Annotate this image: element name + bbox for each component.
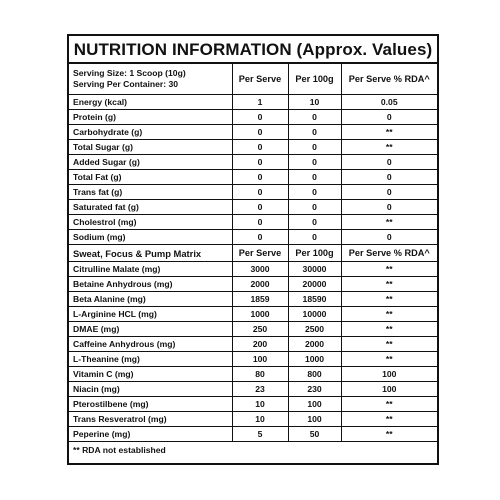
nutrition-panel — [67, 34, 439, 465]
per-100g-value: 20000 — [288, 277, 341, 292]
nutrient-row — [69, 155, 437, 170]
per-serve-value: 0 — [232, 200, 288, 215]
nutrient-row — [69, 200, 437, 215]
ingredient-row — [69, 262, 437, 277]
per-serve-value: 250 — [232, 322, 288, 337]
rda-header: Per Serve % RDA^ — [341, 64, 437, 95]
row-label: Total Sugar (g) — [69, 140, 232, 155]
per-100g-value: 0 — [288, 230, 341, 245]
per-serve-value: 1 — [232, 95, 288, 110]
row-label: Niacin (mg) — [69, 382, 232, 397]
rda-value: 0 — [341, 155, 437, 170]
ingredient-row — [69, 337, 437, 352]
per-serve-value: 3000 — [232, 262, 288, 277]
per-serve-value: 10 — [232, 397, 288, 412]
per-serve-value: 2000 — [232, 277, 288, 292]
per-100g-value: 100 — [288, 412, 341, 427]
nutrient-row — [69, 95, 437, 110]
row-label: Beta Alanine (mg) — [69, 292, 232, 307]
per-100g-value: 0 — [288, 200, 341, 215]
rda-value: 0.05 — [341, 95, 437, 110]
ingredient-row — [69, 382, 437, 397]
per-serve-value: 0 — [232, 230, 288, 245]
ingredient-row — [69, 352, 437, 367]
rda-value: 0 — [341, 185, 437, 200]
per-100g-header: Per 100g — [288, 245, 341, 262]
nutrient-row — [69, 215, 437, 230]
per-serve-value: 1000 — [232, 307, 288, 322]
per-100g-header: Per 100g — [288, 64, 341, 95]
ingredient-row — [69, 427, 437, 442]
footnote-row — [69, 442, 437, 458]
per-100g-value: 2500 — [288, 322, 341, 337]
row-label: DMAE (mg) — [69, 322, 232, 337]
per-serve-value: 0 — [232, 170, 288, 185]
per-100g-value: 0 — [288, 170, 341, 185]
row-label: Trans fat (g) — [69, 185, 232, 200]
rda-value: ** — [341, 307, 437, 322]
per-100g-value: 0 — [288, 185, 341, 200]
rda-value: 100 — [341, 367, 437, 382]
per-100g-value: 0 — [288, 125, 341, 140]
ingredient-row — [69, 412, 437, 427]
ingredient-row — [69, 322, 437, 337]
servings-per-container: Serving Per Container: 30 — [73, 79, 179, 89]
row-label: L-Arginine HCL (mg) — [69, 307, 232, 322]
per-serve-value: 0 — [232, 215, 288, 230]
nutrient-row — [69, 110, 437, 125]
per-100g-value: 30000 — [288, 262, 341, 277]
per-100g-value: 0 — [288, 140, 341, 155]
per-serve-value: 10 — [232, 412, 288, 427]
rda-value: 0 — [341, 230, 437, 245]
rda-value: ** — [341, 262, 437, 277]
per-100g-value: 0 — [288, 215, 341, 230]
rda-header: Per Serve % RDA^ — [341, 245, 437, 262]
nutrient-row — [69, 230, 437, 245]
nutrient-row — [69, 185, 437, 200]
ingredient-row — [69, 277, 437, 292]
rda-value: ** — [341, 397, 437, 412]
per-serve-value: 1859 — [232, 292, 288, 307]
ingredient-row — [69, 292, 437, 307]
per-100g-value: 10 — [288, 95, 341, 110]
per-100g-value: 50 — [288, 427, 341, 442]
ingredient-row — [69, 307, 437, 322]
ingredient-row — [69, 367, 437, 382]
rda-value: 100 — [341, 382, 437, 397]
per-serve-header: Per Serve — [232, 245, 288, 262]
per-serve-value: 200 — [232, 337, 288, 352]
per-serve-value: 0 — [232, 185, 288, 200]
row-label: Added Sugar (g) — [69, 155, 232, 170]
row-label: Citrulline Malate (mg) — [69, 262, 232, 277]
per-serve-value: 0 — [232, 110, 288, 125]
serving-header-row — [69, 64, 437, 95]
per-100g-value: 0 — [288, 155, 341, 170]
per-serve-header: Per Serve — [232, 64, 288, 95]
row-label: Carbohydrate (g) — [69, 125, 232, 140]
per-serve-value: 0 — [232, 155, 288, 170]
nutrient-row — [69, 170, 437, 185]
serving-info — [69, 64, 232, 95]
per-serve-value: 0 — [232, 140, 288, 155]
per-100g-value: 2000 — [288, 337, 341, 352]
rda-value: ** — [341, 140, 437, 155]
row-label: Protein (g) — [69, 110, 232, 125]
rda-value: ** — [341, 322, 437, 337]
row-label: Energy (kcal) — [69, 95, 232, 110]
per-100g-value: 10000 — [288, 307, 341, 322]
per-100g-value: 0 — [288, 110, 341, 125]
row-label: L-Theanine (mg) — [69, 352, 232, 367]
rda-value: 0 — [341, 110, 437, 125]
serving-size: Serving Size: 1 Scoop (10g) — [73, 68, 186, 78]
per-100g-value: 230 — [288, 382, 341, 397]
per-serve-value: 23 — [232, 382, 288, 397]
rda-value: ** — [341, 277, 437, 292]
matrix-header-row — [69, 245, 437, 262]
row-label: Pterostilbene (mg) — [69, 397, 232, 412]
rda-value: ** — [341, 125, 437, 140]
per-serve-value: 100 — [232, 352, 288, 367]
rda-value: ** — [341, 352, 437, 367]
row-label: Saturated fat (g) — [69, 200, 232, 215]
rda-value: 0 — [341, 200, 437, 215]
per-100g-value: 100 — [288, 397, 341, 412]
per-100g-value: 1000 — [288, 352, 341, 367]
rda-value: ** — [341, 215, 437, 230]
row-label: Sodium (mg) — [69, 230, 232, 245]
per-100g-value: 18590 — [288, 292, 341, 307]
nutrient-row — [69, 125, 437, 140]
matrix-title: Sweat, Focus & Pump Matrix — [69, 245, 232, 262]
row-label: Total Fat (g) — [69, 170, 232, 185]
nutrient-row — [69, 140, 437, 155]
per-serve-value: 80 — [232, 367, 288, 382]
rda-value: ** — [341, 337, 437, 352]
footnote: ** RDA not established — [69, 442, 437, 458]
row-label: Peperine (mg) — [69, 427, 232, 442]
rda-value: ** — [341, 427, 437, 442]
row-label: Cholestrol (mg) — [69, 215, 232, 230]
panel-title: NUTRITION INFORMATION (Approx. Values) — [69, 36, 437, 63]
rda-value: ** — [341, 292, 437, 307]
per-serve-value: 0 — [232, 125, 288, 140]
per-100g-value: 800 — [288, 367, 341, 382]
per-serve-value: 5 — [232, 427, 288, 442]
rda-value: ** — [341, 412, 437, 427]
ingredient-row — [69, 397, 437, 412]
rda-value: 0 — [341, 170, 437, 185]
row-label: Caffeine Anhydrous (mg) — [69, 337, 232, 352]
row-label: Vitamin C (mg) — [69, 367, 232, 382]
row-label: Trans Resveratrol (mg) — [69, 412, 232, 427]
row-label: Betaine Anhydrous (mg) — [69, 277, 232, 292]
nutrition-table — [69, 63, 437, 458]
